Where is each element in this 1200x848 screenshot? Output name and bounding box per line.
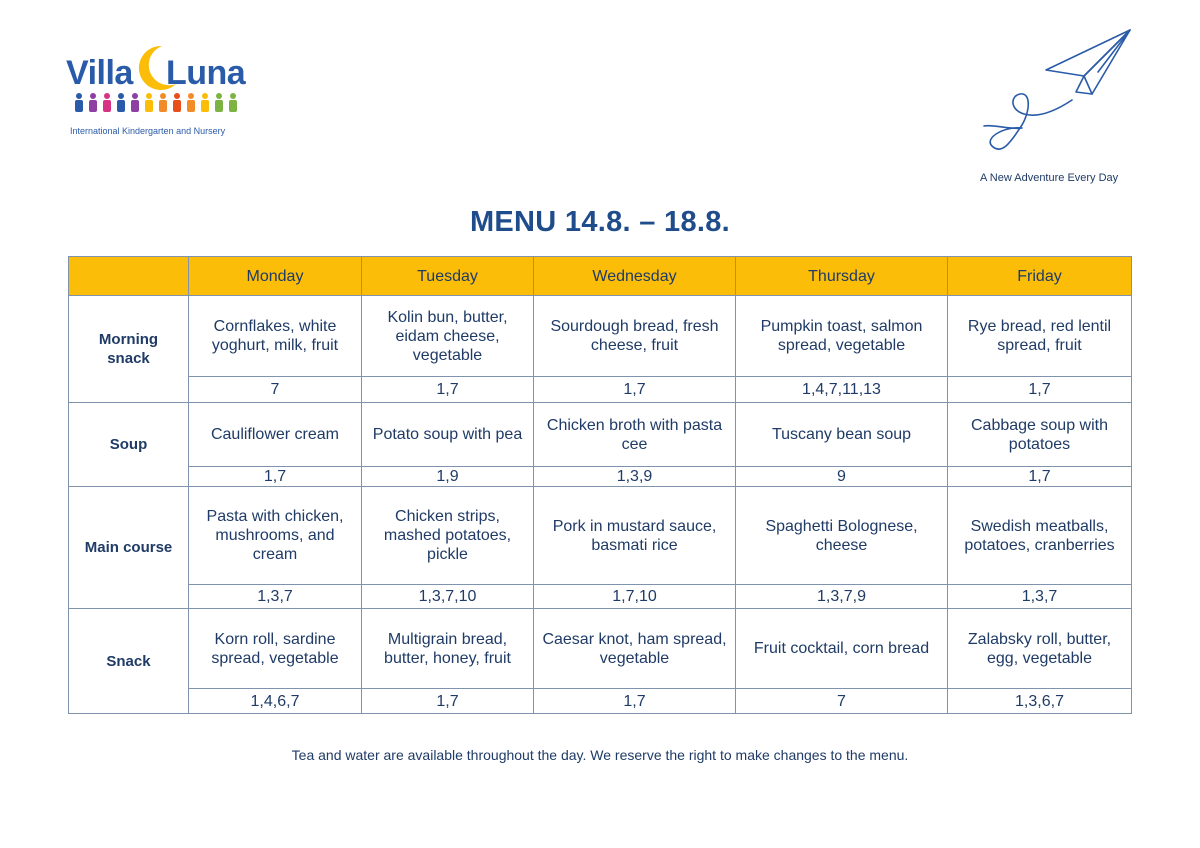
table-header-row <box>69 257 1132 296</box>
day-header-thursday: Thursday <box>736 257 948 296</box>
meal-cell: Potato soup with pea <box>362 403 534 467</box>
row-label-snack: Snack <box>69 609 189 714</box>
menu-table <box>68 256 1132 714</box>
meal-cell: Caesar knot, ham spread, vegetable <box>534 609 736 689</box>
meal-cell: Cornflakes, white yoghurt, milk, fruit <box>189 296 362 377</box>
row-label-soup: Soup <box>69 403 189 487</box>
table-row <box>69 487 1132 585</box>
allergen-cell: 1,7 <box>948 377 1132 403</box>
allergen-cell: 1,7 <box>534 377 736 403</box>
meal-cell: Kolin bun, butter, eidam cheese, vegetable <box>362 296 534 377</box>
logo-word-luna: Luna <box>166 54 246 92</box>
children-row-icon <box>72 92 240 114</box>
meal-cell: Cabbage soup with potatoes <box>948 403 1132 467</box>
allergen-cell: 1,4,6,7 <box>189 689 362 714</box>
meal-cell: Pumpkin toast, salmon spread, vegetable <box>736 296 948 377</box>
meal-cell: Tuscany bean soup <box>736 403 948 467</box>
allergen-cell: 1,7 <box>189 467 362 487</box>
logo-subtitle: International Kindergarten and Nursery <box>70 126 226 136</box>
meal-cell: Korn roll, sardine spread, vegetable <box>189 609 362 689</box>
meal-cell: Multigrain bread, butter, honey, fruit <box>362 609 534 689</box>
allergen-cell: 1,7 <box>362 377 534 403</box>
allergen-cell: 1,4,7,11,13 <box>736 377 948 403</box>
allergen-cell: 1,9 <box>362 467 534 487</box>
meal-cell: Zalabsky roll, butter, egg, vegetable <box>948 609 1132 689</box>
row-label-main-course: Main course <box>69 487 189 609</box>
meal-cell: Fruit cocktail, corn bread <box>736 609 948 689</box>
meal-cell: Spaghetti Bolognese, cheese <box>736 487 948 585</box>
meal-cell: Cauliflower cream <box>189 403 362 467</box>
allergen-row <box>69 585 1132 609</box>
page-title: MENU 14.8. – 18.8. <box>469 206 731 238</box>
allergen-cell: 7 <box>189 377 362 403</box>
allergen-cell: 1,3,7,10 <box>362 585 534 609</box>
meal-cell: Chicken strips, mashed potatoes, pickle <box>362 487 534 585</box>
paper-plane-icon <box>980 28 1140 160</box>
meal-cell: Sourdough bread, fresh cheese, fruit <box>534 296 736 377</box>
meal-cell: Rye bread, red lentil spread, fruit <box>948 296 1132 377</box>
allergen-cell: 7 <box>736 689 948 714</box>
meal-cell: Swedish meatballs, potatoes, cranberries <box>948 487 1132 585</box>
allergen-row <box>69 689 1132 714</box>
allergen-cell: 1,7 <box>534 689 736 714</box>
meal-cell: Pork in mustard sauce, basmati rice <box>534 487 736 585</box>
allergen-cell: 1,7,10 <box>534 585 736 609</box>
tagline: A New Adventure Every Day <box>980 172 1119 184</box>
allergen-cell: 1,3,7,9 <box>736 585 948 609</box>
allergen-cell: 1,3,6,7 <box>948 689 1132 714</box>
table-row <box>69 609 1132 689</box>
day-header-wednesday: Wednesday <box>534 257 736 296</box>
day-header-monday: Monday <box>189 257 362 296</box>
day-header-friday: Friday <box>948 257 1132 296</box>
allergen-row <box>69 377 1132 403</box>
footer-note: Tea and water are available throughout the day. We reserve the right to make changes to the menu. <box>291 747 909 763</box>
logo-word-villa: Villa <box>66 54 133 92</box>
allergen-cell: 1,3,7 <box>189 585 362 609</box>
meal-cell: Pasta with chicken, mushrooms, and cream <box>189 487 362 585</box>
allergen-cell: 1,3,9 <box>534 467 736 487</box>
allergen-cell: 9 <box>736 467 948 487</box>
day-header-tuesday: Tuesday <box>362 257 534 296</box>
allergen-row <box>69 467 1132 487</box>
meal-cell: Chicken broth with pasta cee <box>534 403 736 467</box>
allergen-cell: 1,7 <box>948 467 1132 487</box>
table-row <box>69 403 1132 467</box>
allergen-cell: 1,3,7 <box>948 585 1132 609</box>
table-row <box>69 296 1132 377</box>
allergen-cell: 1,7 <box>362 689 534 714</box>
header-corner <box>69 257 189 296</box>
row-label-morning-snack: Morning snack <box>69 296 189 403</box>
villa-luna-logo <box>66 44 246 140</box>
